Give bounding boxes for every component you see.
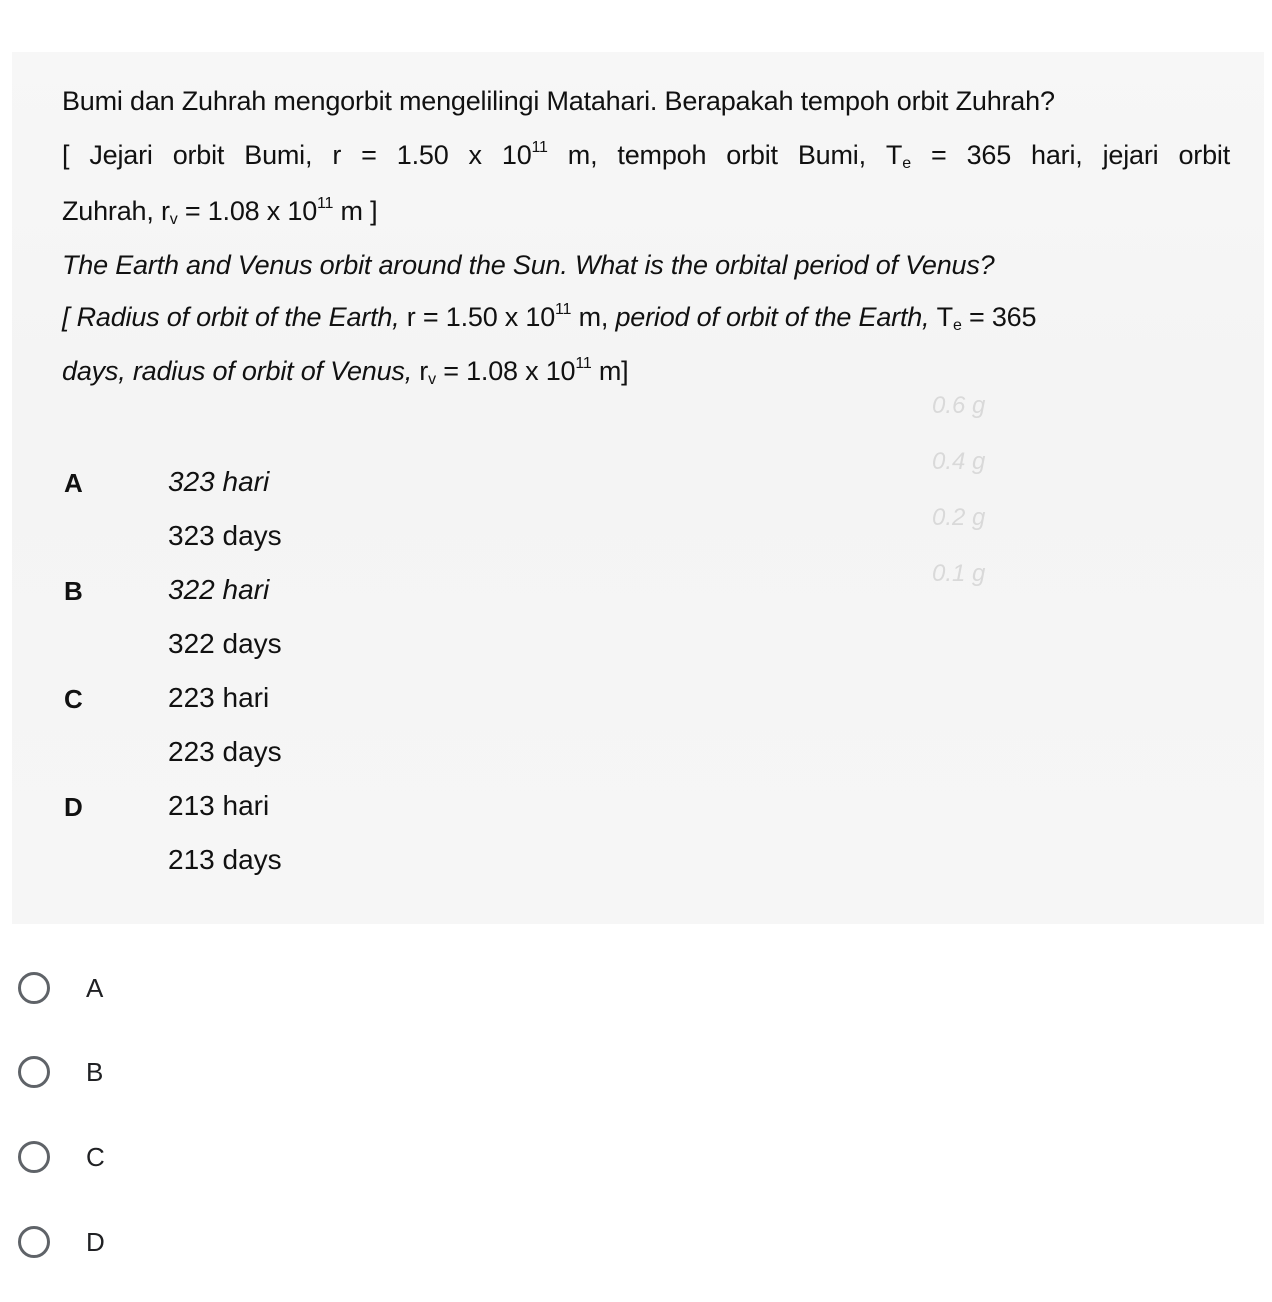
option-a-malay: 323 hari	[168, 466, 270, 497]
radio-button-b[interactable]	[18, 1056, 50, 1088]
bleed-through-mark: 0.6 g	[932, 392, 986, 419]
question-english-line-3: days, radius of orbit of Venus, $r_v = 1.08$ x $10^{11}$ m]	[62, 355, 629, 388]
choice-b[interactable]	[18, 1050, 103, 1094]
choice-label-a[interactable]: A	[86, 972, 104, 1003]
question-malay-line-2: [ Jejari orbit Bumi, r = 1.50 x $10^{11}$ m, tempoh orbit Bumi, $T_e$ = 365 hari, jejari orbit	[62, 139, 1230, 172]
choice-label-b[interactable]: B	[86, 1056, 104, 1087]
option-d-english: 213 days	[168, 844, 282, 875]
question-image	[12, 52, 1264, 924]
option-b-malay: 322 hari	[168, 574, 270, 605]
option-c-english: 223 days	[168, 736, 282, 767]
question-english-line-2: [ Radius of orbit of the Earth, r = 1.50 x $10^{11}$ m, period of orbit of the Earth, $T_e = 365$	[62, 301, 1037, 334]
option-c-malay: 223 hari	[168, 682, 270, 713]
radio-button-a[interactable]	[18, 972, 50, 1004]
choice-label-c[interactable]: C	[86, 1141, 105, 1172]
question-malay-line-1: Bumi dan Zuhrah mengorbit mengelilingi Matahari. Berapakah tempoh orbit Zuhrah?	[62, 86, 1055, 116]
bleed-through-mark: 0.2 g	[932, 504, 986, 531]
question-english-line-1: The Earth and Venus orbit around the Sun. What is the orbital period of Venus?	[62, 250, 995, 280]
bleed-through-mark: 0.1 g	[932, 560, 986, 587]
option-d-malay: 213 hari	[168, 790, 270, 821]
option-letter-b: B	[64, 576, 83, 606]
option-letter-a: A	[64, 468, 83, 498]
option-letter-c: C	[64, 684, 83, 714]
choice-c[interactable]	[18, 1135, 105, 1179]
choice-label-d[interactable]: D	[86, 1226, 105, 1257]
option-b-english: 322 days	[168, 628, 282, 659]
radio-button-d[interactable]	[18, 1226, 50, 1258]
choice-a[interactable]	[18, 966, 103, 1010]
option-letter-d: D	[64, 792, 83, 822]
radio-button-c[interactable]	[18, 1141, 50, 1173]
bleed-through-mark: 0.4 g	[932, 448, 986, 475]
option-a-english: 323 days	[168, 520, 282, 551]
choice-d[interactable]	[18, 1220, 105, 1264]
question-malay-line-3: Zuhrah, $r_v = 1.08$ x $10^{11}$ m ]	[62, 195, 378, 228]
